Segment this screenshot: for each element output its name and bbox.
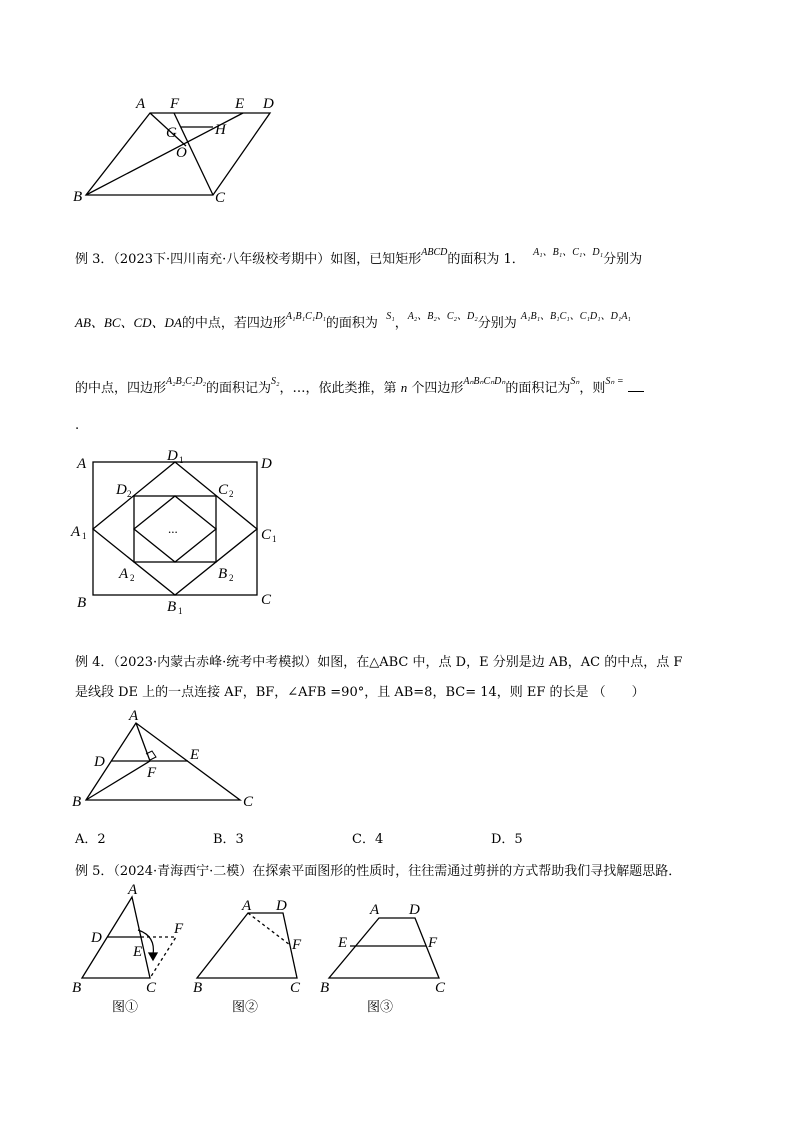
ex4-label: 例 4． xyxy=(75,655,114,670)
label-A: A xyxy=(242,898,252,914)
math-quadn: AₙBₙCₙDₙ xyxy=(463,376,506,387)
math-n: n xyxy=(400,380,408,395)
label-F: F xyxy=(147,765,157,781)
label-E: E xyxy=(133,944,143,960)
arrow-head xyxy=(149,953,157,960)
label-C: C xyxy=(146,980,157,996)
ex3-text: 个四边形 xyxy=(411,381,464,396)
ex3-text: 如图，已知矩形 xyxy=(330,252,422,267)
ex3-text: 的中点，若四边形 xyxy=(181,316,286,331)
label-C: C xyxy=(243,794,254,810)
ex3-text: 的面积记为 xyxy=(206,381,272,396)
label-C2: C xyxy=(218,482,229,498)
ex3-dot: . xyxy=(75,418,80,433)
ex3-text: 的面积记为 xyxy=(505,381,571,396)
math-sides: AB、BC、CD、DA xyxy=(75,315,182,330)
math-s2: S₂ xyxy=(271,376,280,387)
ex5-text: （2024·青海西宁·二模）在探索平面图形的性质时，往往需通过剪拼的方式帮助我们寻找解题思路． xyxy=(113,864,682,879)
ex3-text: ，…，依此类推，第 xyxy=(279,381,397,396)
label-E: E xyxy=(235,96,245,112)
label-E: E xyxy=(338,935,348,951)
label-G: G xyxy=(166,125,177,141)
label-D2: D xyxy=(116,482,127,498)
label-B: B xyxy=(73,189,83,205)
caption-fig2: 图② xyxy=(232,999,259,1014)
label-C1: C xyxy=(261,527,272,543)
dashed-rotated-piece xyxy=(141,937,176,978)
ex3-source: （2023下·四川南充·八年级校考期中） xyxy=(113,252,331,267)
label-C: C xyxy=(261,592,272,608)
label-A: A xyxy=(136,96,146,112)
math-sn: Sₙ xyxy=(570,376,580,387)
sub-1: 1 xyxy=(82,531,87,541)
ex3-text: ，则 xyxy=(579,381,606,396)
label-B: B xyxy=(320,980,330,996)
label-A1: A xyxy=(71,524,81,540)
label-E: E xyxy=(190,747,200,763)
label-A: A xyxy=(128,882,138,898)
math-points-2: A₂、B₂、C₂、D₂ xyxy=(407,311,478,322)
math-s1: S₁ xyxy=(386,311,395,322)
label-C: C xyxy=(290,980,301,996)
ex3-text: 的面积为 1． xyxy=(447,252,525,267)
caption-fig3: 图③ xyxy=(367,999,394,1014)
figure-2 xyxy=(197,913,297,978)
label-A: A xyxy=(370,902,380,918)
ex3-text: ， xyxy=(394,316,408,331)
sub-1: 1 xyxy=(272,534,277,544)
math-quad1: A₁B₁C₁D₁ xyxy=(285,311,326,322)
caption-fig1: 图① xyxy=(112,999,139,1014)
ex3-text: 的中点，四边形 xyxy=(75,381,167,396)
label-A: A xyxy=(77,456,87,472)
label-B: B xyxy=(193,980,203,996)
ex3-text: 分别为 xyxy=(477,316,517,331)
sub-2: 2 xyxy=(229,489,234,499)
label-F: F xyxy=(292,937,302,953)
option-a[interactable]: A．2 xyxy=(75,832,106,847)
label-B1: B xyxy=(167,599,177,615)
label-A2: A xyxy=(119,566,129,582)
math-abcd: ABCD xyxy=(421,247,448,258)
label-F: F xyxy=(170,96,180,112)
sub-2: 2 xyxy=(229,573,234,583)
label-D: D xyxy=(409,902,420,918)
ex4-line2: 是线段 DE 上的一点连接 AF，BF，∠AFB =90°，且 AB=8，BC= 14，则 EF 的长是 （ ） xyxy=(75,685,645,700)
label-B: B xyxy=(77,595,87,611)
math-sn-eq: Sₙ = xyxy=(605,376,624,387)
label-D: D xyxy=(263,96,274,112)
label-F: F xyxy=(174,921,184,937)
sub-2: 2 xyxy=(127,489,132,499)
math-sides1: A₁B₁、B₁C₁、C₁D₁、D₁A₁ xyxy=(520,311,631,322)
sub-1: 1 xyxy=(179,455,184,465)
label-B2: B xyxy=(218,566,228,582)
label-B: B xyxy=(72,794,82,810)
label-D: D xyxy=(276,898,287,914)
label-D: D xyxy=(94,754,105,770)
label-C: C xyxy=(435,980,446,996)
ex5-label: 例 5． xyxy=(75,864,114,879)
label-A: A xyxy=(129,708,139,724)
ex4-text: （2023·内蒙古赤峰·统考中考模拟）如图，在△ABC 中，点 D，E 分别是边 AB，AC 的中点，点 F xyxy=(113,655,683,670)
label-B: B xyxy=(72,980,82,996)
label-dots: ... xyxy=(168,521,178,536)
sub-2: 2 xyxy=(130,573,135,583)
label-D: D xyxy=(261,456,272,472)
math-points-1: A₁、B₁、C₁、D₁ xyxy=(533,247,604,258)
option-c[interactable]: C．4 xyxy=(352,832,384,847)
ex3-label: 例 3． xyxy=(75,252,114,267)
option-b[interactable]: B．3 xyxy=(213,832,244,847)
label-D: D xyxy=(91,930,102,946)
label-O: O xyxy=(176,145,187,161)
label-H: H xyxy=(215,122,226,138)
label-F: F xyxy=(428,935,438,951)
trapezoid-abcd xyxy=(197,913,297,978)
math-quad2: A₂B₂C₂D₂ xyxy=(166,376,207,387)
sub-1: 1 xyxy=(178,606,183,616)
label-D1: D xyxy=(167,448,178,464)
ex3-text: 分别为 xyxy=(603,252,643,267)
label-C: C xyxy=(215,190,226,206)
ex3-text: 的面积为 xyxy=(325,316,378,331)
option-d[interactable]: D．5 xyxy=(491,832,523,847)
